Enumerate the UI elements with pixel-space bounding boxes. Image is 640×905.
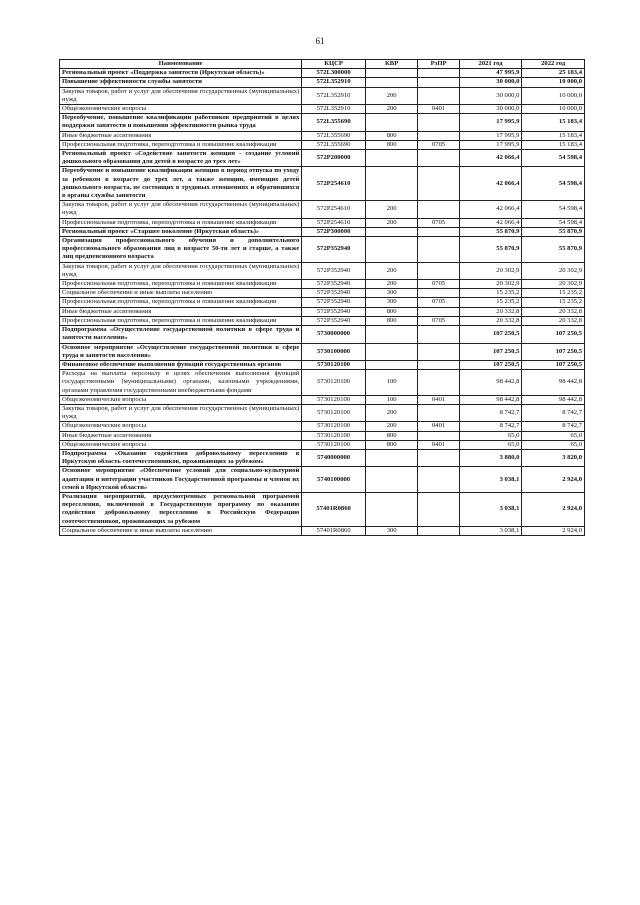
cell-2022: 2 924,0: [522, 492, 585, 526]
table-row: [60, 431, 585, 440]
cell-name: Подпрограмма «Осуществление государственной политики в сфере труда и занятости населения»: [60, 326, 302, 343]
cell-name: Финансовое обеспечение выполнения функций государственных органов: [60, 360, 302, 369]
cell-rzpr: [418, 289, 459, 298]
cell-kcsr: 5740100000: [302, 467, 366, 493]
cell-rzpr: [418, 69, 459, 78]
table-row: [60, 237, 585, 263]
cell-2021: 8 742,7: [459, 422, 522, 431]
cell-2022: 15 183,4: [522, 140, 585, 149]
cell-kvr: [365, 449, 418, 466]
cell-2021: 30 000,0: [459, 105, 522, 114]
cell-name: Профессиональная подготовка, переподготовка и повышение квалификации: [60, 140, 302, 149]
cell-name: Организация профессионального обучения и дополнительного профессионального образования лиц в возрасте 50-ти лет и старше, а также лиц предпенсионного возраста: [60, 237, 302, 263]
cell-kcsr: 5730120100: [302, 440, 366, 449]
table-row: [60, 150, 585, 167]
cell-2021: 65,0: [459, 431, 522, 440]
cell-name: Основное мероприятие «Осуществление государственной политики в сфере труда и занятости населения»: [60, 343, 302, 360]
header-kvr: КВР: [365, 60, 418, 69]
table-row: [60, 167, 585, 201]
table-row: [60, 78, 585, 87]
cell-2022: 25 183,4: [522, 69, 585, 78]
cell-rzpr: 0705: [418, 218, 459, 227]
cell-name: Общеэкономические вопросы: [60, 395, 302, 404]
cell-kcsr: 572P352940: [302, 289, 366, 298]
cell-name: Общеэкономические вопросы: [60, 105, 302, 114]
cell-2021: 47 995,9: [459, 69, 522, 78]
cell-kcsr: 57401R0860: [302, 492, 366, 526]
table-row: [60, 218, 585, 227]
cell-kcsr: 5730120100: [302, 360, 366, 369]
header-year-2022: 2022 год: [522, 60, 585, 69]
table-row: [60, 526, 585, 535]
cell-kcsr: 572P352940: [302, 237, 366, 263]
cell-2022: 54 598,4: [522, 150, 585, 167]
cell-rzpr: [418, 131, 459, 140]
cell-name: Реализация мероприятий, предусмотренных региональной программой переселения, включенной в Государственную программу по оказанию содействия добровольному переселению в Российскую Федерацию соотечественников, проживающих за рубежом: [60, 492, 302, 526]
cell-2022: 20 302,9: [522, 280, 585, 289]
cell-2021: 17 995,9: [459, 131, 522, 140]
cell-name: Социальное обеспечение и иные выплаты населению: [60, 289, 302, 298]
cell-2021: 3 038,1: [459, 526, 522, 535]
cell-2022: 55 870,9: [522, 237, 585, 263]
cell-2022: 54 598,4: [522, 201, 585, 218]
cell-kvr: 300: [365, 289, 418, 298]
cell-2021: 107 250,5: [459, 360, 522, 369]
cell-2021: 98 442,8: [459, 395, 522, 404]
cell-kvr: [365, 237, 418, 263]
cell-name: Социальное обеспечение и иные выплаты населению: [60, 526, 302, 535]
cell-rzpr: [418, 404, 459, 421]
cell-2022: 54 598,4: [522, 167, 585, 201]
cell-2021: 20 302,9: [459, 280, 522, 289]
cell-name: Иные бюджетные ассигнования: [60, 131, 302, 140]
cell-2021: 55 870,9: [459, 237, 522, 263]
cell-rzpr: [418, 431, 459, 440]
cell-2021: 8 742,7: [459, 404, 522, 421]
cell-2021: 15 235,2: [459, 289, 522, 298]
cell-rzpr: 0401: [418, 440, 459, 449]
cell-kvr: [365, 492, 418, 526]
cell-kvr: 200: [365, 404, 418, 421]
cell-kvr: [365, 343, 418, 360]
cell-2022: 15 183,4: [522, 131, 585, 140]
table-row: [60, 404, 585, 421]
cell-2021: 55 870,9: [459, 227, 522, 236]
cell-kvr: 200: [365, 105, 418, 114]
cell-2022: 3 820,0: [522, 449, 585, 466]
table-row: [60, 69, 585, 78]
cell-kcsr: 572L355690: [302, 114, 366, 131]
cell-rzpr: 0705: [418, 280, 459, 289]
cell-name: Региональный проект «Содействие занятости женщин - создание условий дошкольного образования для детей в возрасте до трех лет»: [60, 150, 302, 167]
cell-rzpr: [418, 227, 459, 236]
cell-rzpr: [418, 262, 459, 279]
cell-rzpr: [418, 201, 459, 218]
cell-rzpr: [418, 526, 459, 535]
cell-name: Профессиональная подготовка, переподготовка и повышение квалификации: [60, 280, 302, 289]
cell-rzpr: [418, 87, 459, 104]
cell-kvr: 200: [365, 280, 418, 289]
cell-kcsr: 572L300000: [302, 69, 366, 78]
table-row: [60, 307, 585, 316]
cell-2022: 8 742,7: [522, 404, 585, 421]
cell-2021: 42 066,4: [459, 201, 522, 218]
cell-name: Профессиональная подготовка, переподготовка и повышение квалификации: [60, 298, 302, 307]
cell-2022: 107 250,5: [522, 326, 585, 343]
cell-kcsr: 572P254610: [302, 167, 366, 201]
cell-2021: 30 000,0: [459, 78, 522, 87]
cell-2022: 20 332,8: [522, 316, 585, 325]
cell-2022: 65,0: [522, 440, 585, 449]
cell-2022: 54 598,4: [522, 218, 585, 227]
cell-kvr: [365, 78, 418, 87]
table-row: [60, 326, 585, 343]
cell-2021: 30 000,0: [459, 87, 522, 104]
cell-kvr: 800: [365, 307, 418, 316]
cell-kvr: [365, 167, 418, 201]
cell-name: Региональный проект «Старшее поколение (Иркутская область)»: [60, 227, 302, 236]
cell-kcsr: 572L352910: [302, 105, 366, 114]
cell-rzpr: [418, 467, 459, 493]
cell-2022: 98 442,8: [522, 370, 585, 396]
cell-kvr: 300: [365, 526, 418, 535]
table-row: [60, 492, 585, 526]
cell-rzpr: [418, 326, 459, 343]
cell-name: Расходы на выплаты персоналу в целях обеспечения выполнения функций государственными (муниципальными) органами, казенными учреждениями, органами управления государственными внебюджетными фондами: [60, 370, 302, 396]
cell-rzpr: [418, 237, 459, 263]
cell-kcsr: 5730100000: [302, 343, 366, 360]
cell-kvr: 200: [365, 262, 418, 279]
cell-2022: 20 332,8: [522, 307, 585, 316]
cell-2022: 10 000,0: [522, 87, 585, 104]
cell-kcsr: 5730120100: [302, 370, 366, 396]
cell-kvr: 800: [365, 431, 418, 440]
cell-2022: 98 442,8: [522, 395, 585, 404]
cell-2021: 107 250,5: [459, 343, 522, 360]
cell-name: Основное мероприятие «Обеспечение условий для социально-культурной адаптации и интеграции участников Государственной программы и членов их семей в Иркутской области»: [60, 467, 302, 493]
cell-kvr: [365, 150, 418, 167]
cell-2021: 20 302,9: [459, 262, 522, 279]
cell-name: Общеэкономические вопросы: [60, 422, 302, 431]
header-year-2021: 2021 год: [459, 60, 522, 69]
table-row: [60, 370, 585, 396]
cell-name: Иные бюджетные ассигнования: [60, 307, 302, 316]
table-row: [60, 262, 585, 279]
table-row: [60, 395, 585, 404]
cell-name: Общеэкономические вопросы: [60, 440, 302, 449]
cell-name: Закупка товаров, работ и услуг для обеспечения государственных (муниципальных) нужд: [60, 87, 302, 104]
cell-kcsr: 5730000000: [302, 326, 366, 343]
cell-2021: 3 038,1: [459, 467, 522, 493]
cell-kcsr: 5730120100: [302, 431, 366, 440]
cell-2022: 55 870,9: [522, 227, 585, 236]
cell-2022: 65,0: [522, 431, 585, 440]
cell-2021: 3 038,1: [459, 492, 522, 526]
cell-2021: 20 332,8: [459, 316, 522, 325]
cell-kcsr: 572L355690: [302, 131, 366, 140]
cell-kcsr: 572L352910: [302, 78, 366, 87]
cell-2021: 3 880,0: [459, 449, 522, 466]
cell-rzpr: 0401: [418, 105, 459, 114]
cell-name: Иные бюджетные ассигнования: [60, 431, 302, 440]
cell-name: Переобучение, повышение квалификации работников предприятий в целях поддержки занятости и повышения эффективности рынка труда: [60, 114, 302, 131]
cell-kvr: [365, 326, 418, 343]
cell-kcsr: 572P254610: [302, 201, 366, 218]
cell-kvr: 800: [365, 440, 418, 449]
cell-kcsr: 57401R0860: [302, 526, 366, 535]
page-number: 61: [315, 36, 325, 46]
cell-2021: 42 066,4: [459, 218, 522, 227]
cell-rzpr: [418, 492, 459, 526]
cell-kcsr: 572L355690: [302, 140, 366, 149]
cell-name: Закупка товаров, работ и услуг для обеспечения государственных (муниципальных) нужд: [60, 201, 302, 218]
cell-kvr: 800: [365, 131, 418, 140]
cell-2022: 15 235,2: [522, 298, 585, 307]
table-row: [60, 114, 585, 131]
cell-2022: 10 000,0: [522, 105, 585, 114]
cell-rzpr: [418, 114, 459, 131]
header-name: Наименование: [60, 60, 302, 69]
cell-2022: 107 250,5: [522, 343, 585, 360]
cell-kvr: [365, 69, 418, 78]
budget-table: [59, 59, 585, 536]
cell-kvr: 300: [365, 298, 418, 307]
cell-name: Переобучение и повышение квалификации женщин в период отпуска по уходу за ребенком в возрасте до трех лет, а также женщин, имеющих детей дошкольного возраста, не состоящих в трудовых отношениях и обратившихся в органы службы занятости: [60, 167, 302, 201]
cell-name: Закупка товаров, работ и услуг для обеспечения государственных (муниципальных) нужд: [60, 262, 302, 279]
cell-kvr: 200: [365, 218, 418, 227]
cell-2021: 98 442,8: [459, 370, 522, 396]
table-row: [60, 227, 585, 236]
cell-kcsr: 5740000000: [302, 449, 366, 466]
cell-rzpr: [418, 360, 459, 369]
cell-kcsr: 572P352940: [302, 307, 366, 316]
table-row: [60, 201, 585, 218]
cell-kcsr: 572L352910: [302, 87, 366, 104]
table-row: [60, 87, 585, 104]
table-row: [60, 467, 585, 493]
cell-2021: 17 995,9: [459, 114, 522, 131]
cell-kcsr: 572P352940: [302, 262, 366, 279]
table-row: [60, 280, 585, 289]
cell-name: Закупка товаров, работ и услуг для обеспечения государственных (муниципальных) нужд: [60, 404, 302, 421]
cell-2021: 17 995,9: [459, 140, 522, 149]
cell-name: Повышение эффективности службы занятости: [60, 78, 302, 87]
cell-kcsr: 572P254610: [302, 218, 366, 227]
table-row: [60, 422, 585, 431]
cell-rzpr: [418, 370, 459, 396]
table-row: [60, 131, 585, 140]
cell-kvr: 100: [365, 395, 418, 404]
table-row: [60, 360, 585, 369]
cell-kcsr: 5730120100: [302, 395, 366, 404]
table-row: [60, 449, 585, 466]
cell-kcsr: 572P200000: [302, 150, 366, 167]
table-header-row: [60, 60, 585, 69]
cell-kcsr: 572P300000: [302, 227, 366, 236]
table-row: [60, 343, 585, 360]
cell-2022: 107 250,5: [522, 360, 585, 369]
cell-name: Профессиональная подготовка, переподготовка и повышение квалификации: [60, 218, 302, 227]
cell-2021: 42 066,4: [459, 167, 522, 201]
cell-rzpr: [418, 78, 459, 87]
cell-2021: 15 235,2: [459, 298, 522, 307]
cell-name: Региональный проект «Поддержка занятости (Иркутская область)»: [60, 69, 302, 78]
cell-2021: 107 250,5: [459, 326, 522, 343]
cell-kvr: 800: [365, 140, 418, 149]
table-row: [60, 105, 585, 114]
cell-kvr: [365, 227, 418, 236]
table-row: [60, 140, 585, 149]
cell-kvr: [365, 360, 418, 369]
cell-rzpr: [418, 150, 459, 167]
cell-rzpr: [418, 167, 459, 201]
cell-rzpr: 0705: [418, 298, 459, 307]
cell-rzpr: 0401: [418, 395, 459, 404]
cell-2021: 65,0: [459, 440, 522, 449]
cell-rzpr: 0705: [418, 140, 459, 149]
cell-2022: 15 183,4: [522, 114, 585, 131]
cell-kvr: [365, 114, 418, 131]
cell-kcsr: 5730120100: [302, 404, 366, 421]
cell-kcsr: 572P352940: [302, 280, 366, 289]
cell-kvr: 200: [365, 201, 418, 218]
header-rzpr: РзПР: [418, 60, 459, 69]
cell-2022: 2 924,0: [522, 467, 585, 493]
cell-kcsr: 5730120100: [302, 422, 366, 431]
cell-kvr: 200: [365, 422, 418, 431]
header-kcsr: КЦСР: [302, 60, 366, 69]
cell-2022: 20 302,9: [522, 262, 585, 279]
cell-2022: 15 235,2: [522, 289, 585, 298]
table-body: [60, 69, 585, 536]
cell-rzpr: [418, 343, 459, 360]
cell-name: Профессиональная подготовка, переподготовка и повышение квалификации: [60, 316, 302, 325]
cell-rzpr: 0705: [418, 316, 459, 325]
cell-kvr: 800: [365, 316, 418, 325]
cell-kvr: 100: [365, 370, 418, 396]
table-row: [60, 289, 585, 298]
cell-2022: 2 924,0: [522, 526, 585, 535]
cell-kvr: [365, 467, 418, 493]
cell-2022: 10 000,0: [522, 78, 585, 87]
table-row: [60, 440, 585, 449]
cell-name: Подпрограмма «Оказание содействия добровольному переселению в Иркутскую область соотечественников, проживающих за рубежом»: [60, 449, 302, 466]
cell-rzpr: 0401: [418, 422, 459, 431]
cell-kcsr: 572P352940: [302, 316, 366, 325]
cell-kvr: 200: [365, 87, 418, 104]
cell-2021: 42 066,4: [459, 150, 522, 167]
cell-2022: 8 742,7: [522, 422, 585, 431]
cell-rzpr: [418, 307, 459, 316]
cell-2021: 20 332,8: [459, 307, 522, 316]
cell-kcsr: 572P352940: [302, 298, 366, 307]
table-row: [60, 298, 585, 307]
cell-rzpr: [418, 449, 459, 466]
table-row: [60, 316, 585, 325]
